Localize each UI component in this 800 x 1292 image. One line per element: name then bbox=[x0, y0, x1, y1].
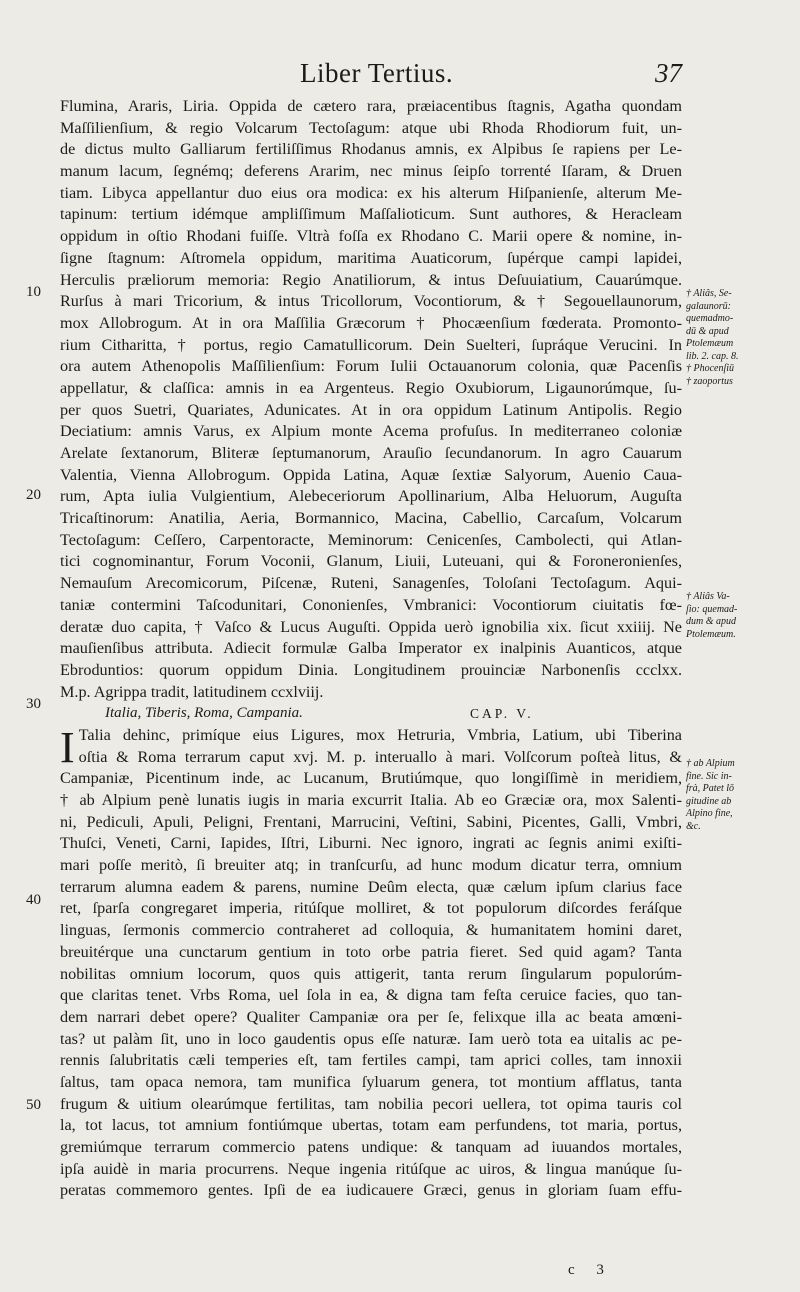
text-line: deratæ duo capita, † Vaſco & Lucus Auguſti. Oppida uerò ignobilia xix. ſicut xxiiij. Ne bbox=[60, 617, 682, 636]
text-line: rium Citharitta, † portus, regio Camatullicorum. Dein Suelteri, ſupráque Verucini. In bbox=[60, 335, 682, 354]
text-line: Flumina, Araris, Liria. Oppida de cætero rara, præiacentibus ſtagnis, Agatha quondam bbox=[60, 97, 682, 115]
text-line: Ebroduntios: quorum oppidum Dinia. Longitudinem prouinciæ Narbonenſis ccclxx. bbox=[60, 660, 682, 679]
text-line: mari poſſe meritò, ſi breuiter atq; in tranſcurſu, ad hunc modum dicatur terra, omnium bbox=[60, 856, 682, 875]
chapter-topic: Italia, Tiberis, Roma, Campania. bbox=[105, 705, 303, 722]
line-number-column bbox=[26, 0, 56, 1292]
marginal-note bbox=[686, 288, 792, 388]
text-line: tiam. Libyca appellantur duo eius ora modica: ex his alterum Hiſpanienſe, alterum Me- bbox=[60, 183, 682, 202]
text-line: ſigne ſtagnum: Aſtromela oppidum, maritima Auaticorum, ſupérque campi lapidei, bbox=[60, 248, 682, 267]
signature-mark: c 3 bbox=[568, 1262, 613, 1278]
text-line: dem narrari debet opere? Qualiter Campaniæ ora per ſe, felixque illa ac beata amœni- bbox=[60, 1007, 682, 1026]
marginal-note-line: Ptolemæum bbox=[686, 338, 734, 349]
text-line: ſaltus, tam opaca nemora, tam munifica ſyluarum genera, tot montium afflatus, tanta bbox=[60, 1072, 682, 1091]
text-line: per quos Suetri, Quariates, Adunicates. At in ora oppidum Latinum Antipolis. Regio bbox=[60, 400, 682, 419]
text-line: oſtia & Roma terrarum caput xvj. M. p. interuallo à mari. Volſcorum poſteà litus, & bbox=[78, 747, 682, 766]
marginal-note-line: quemadmo- bbox=[686, 313, 734, 324]
text-line: linguas, ſermonis commercio contraheret ad colloquia, & humanitatem homini daret, bbox=[60, 921, 682, 940]
chapter-number: CAP. V. bbox=[470, 706, 534, 722]
marginal-note-line: † zaoportus bbox=[686, 375, 733, 387]
text-line: terrarum alumna eadem & parens, numine Deûm electa, quæ cælum ipſum clarius face bbox=[60, 877, 682, 896]
text-line: tas? ut palàm ſit, uno in loco gaudentis opus eſſe naturæ. Iam uerò tota ea uitalis ac pe- bbox=[60, 1029, 682, 1048]
text-line: tapinum: tertium idémque ampliſſimum Maſſalioticum. Sunt authores, & Heracleam bbox=[60, 205, 682, 224]
line-number: 30 bbox=[26, 696, 41, 712]
line-number: 10 bbox=[26, 284, 41, 300]
text-line: M.p. Agrippa tradit, latitudinem ccxlviij. bbox=[60, 682, 324, 701]
text-line: ipſa auidè in maria procurrens. Neque ingenia ritúſque ac uiros, & lingua manúque ſu- bbox=[60, 1159, 682, 1178]
text-line: gremiúmque terrarum commercio patens undique: & tanquam ad iuuandos mortales, bbox=[60, 1138, 682, 1156]
marginal-note-line: frà, Patet lō bbox=[686, 783, 735, 794]
text-line: peratas commemoro gentes. Ipſi de ea iudicauere Græci, genus in gloriam ſuam effu- bbox=[60, 1181, 682, 1200]
text-line: tici cognominantur, Forum Voconii, Glanum, Liuii, Luteuani, qui & Foroneronienſes, bbox=[60, 552, 682, 571]
text-before-chapter bbox=[60, 96, 682, 703]
text-line: rennis ſalubritatis cæli temperies eſt, tam fertiles campi, tam aprici colles, tam innoxii bbox=[60, 1051, 682, 1070]
text-line: de dictus multo Galliarum fertiliſſimus Rhodanus amnis, ex Alpibus ſe rapiens per Le- bbox=[60, 140, 682, 159]
text-line: frugum & uitium olearúmque fertilitas, tam nobilia pecori uellera, tot opima tauris col bbox=[60, 1094, 682, 1113]
marginal-note-line: dū & apud bbox=[686, 325, 729, 337]
text-line: oppidum in oſtio Rhodani fuiſſe. Vltrà foſſa ex Rhodano C. Marii opere & nomine, in- bbox=[60, 227, 682, 246]
marginal-note-line: † Phocenſiū bbox=[686, 363, 735, 374]
page-number: 37 bbox=[655, 58, 682, 88]
marginal-note-line: &c. bbox=[686, 820, 701, 832]
text-line: Campaniæ, Picentinum inde, ac Lucanum, Brutiúmque, quo longiſſimè in meridiem, bbox=[60, 769, 682, 788]
text-line: nobilitas omnium locorum, quos quis attigerit, tanta rerum ſingularum populorúm- bbox=[60, 964, 682, 983]
marginal-note-line: fine. Sic in- bbox=[686, 770, 732, 782]
text-line: Thuſci, Veneti, Carni, Iapides, Iſtri, Liburni. Nec ignoro, ingrati ac ſegnis animi exiſti- bbox=[60, 834, 682, 853]
text-line: breuitérque una cunctarum gentium in toto orbe patria fieret. Sed quid agam? Tanta bbox=[60, 942, 682, 961]
text-line: la, tot lacus, tot amnium fontiúmque ubertas, totam eam perfundens, tot maria, portus, bbox=[60, 1116, 682, 1135]
text-line: Rurſus à mari Tricorium, & intus Tricollorum, Vocontiorum, & † Segouellaunorum, bbox=[60, 292, 682, 311]
text-line: Arelate ſextanorum, Bliteræ ſeptumanorum, Arauſio ſecundanorum. In agro Cauarum bbox=[60, 444, 682, 462]
text-line: Valentia, Vienna Allobrogum. Oppida Latina, Aquæ ſextiæ Salyorum, Auenio Caua- bbox=[60, 465, 682, 484]
line-number: 40 bbox=[26, 892, 41, 908]
text-line: Maſſilienſium, & regio Volcarum Tectoſagum: atque ubi Rhoda Rhodiorum fuit, un- bbox=[60, 118, 682, 137]
text-line: Tectoſagum: Ceſſero, Carpentoracte, Meminorum: Cenicenſes, Cambolecti, qui Atlan- bbox=[60, 530, 682, 549]
text-line: ret, ſparſa congregaret imperia, ritúſque molliret, & tot populorum diſcordes feráſque bbox=[60, 899, 682, 918]
text-line: Nemauſum Arecomicorum, Piſcenæ, Ruteni, Sanagenſes, Toloſani Tectoſagum. Aqui- bbox=[60, 574, 682, 593]
text-line: † ab Alpium penè lunatis iugis in maria excurrit Italia. Ab eo Græciæ ora, mox Salenti- bbox=[60, 791, 682, 809]
marginal-note bbox=[686, 758, 792, 833]
marginal-note-line: lib. 2. cap. 8. bbox=[686, 350, 739, 362]
marginal-note-line: † Aliâs, Se- bbox=[686, 288, 732, 299]
marginal-note-line: gitudine ab bbox=[686, 795, 732, 807]
marginal-note-line: galaunorū: bbox=[686, 300, 731, 312]
text-line: Tricaſtinorum: Anatilia, Aeria, Bormannico, Macina, Cabellio, Carcaſum, Volcarum bbox=[60, 509, 682, 528]
marginal-note-line: † ab Alpium bbox=[686, 758, 735, 769]
running-title: Liber Tertius. bbox=[300, 58, 454, 88]
text-line: taniæ contermini Taſcodunitari, Cononienſes, Vmbranici: Vocontiorum ciuitatis fœ- bbox=[60, 595, 682, 614]
text-line: appellatur, & claſſica: amnis in ea Argenteus. Regio Oxubiorum, Ligaunorúmque, ſu- bbox=[60, 378, 682, 397]
text-line: que claritas tenet. Vrbs Roma, uel ſola in ea, & digna tam feſta ceruice facies, quo tan- bbox=[60, 986, 682, 1005]
text-line: mox Allobrogum. At in ora Maſſilia Græcorum † Phocæenſium fœderata. Promonto- bbox=[60, 313, 682, 332]
text-line: rum, Apta iulia Vulgientium, Alebeceriorum Apollinarium, Alba Heluorum, Auguſta bbox=[60, 487, 682, 506]
line-number: 20 bbox=[26, 487, 41, 503]
drop-cap: I bbox=[60, 722, 75, 772]
marginal-note-line: ſio: quemad- bbox=[686, 603, 738, 615]
text-line: ni, Pediculi, Apuli, Peligni, Frentani, Marrucini, Veſtini, Sabini, Picentes, Galli, Vmbri, bbox=[60, 812, 682, 831]
text-line: mauſienſibus attributa. Adiecit formulæ Galba Imperator ex inalpinis Auanticos, atque bbox=[60, 639, 682, 658]
text-line: manum lacum, ſegnémq; deferens Ararim, nec minus ſeipſo torrenté Iſaram, & Druen bbox=[60, 162, 682, 181]
text-line: ora autem Athenopolis Maſſilienſium: Forum Iulii Octauanorum colonia, quæ Pacenſis bbox=[60, 357, 682, 376]
marginal-note-line: Alpino fine, bbox=[686, 808, 733, 819]
marginal-note-line: † Aliâs Va- bbox=[686, 591, 730, 602]
marginal-note-line: Ptolemæum. bbox=[686, 628, 736, 640]
marginal-notes bbox=[686, 0, 798, 1292]
chapter-heading bbox=[60, 703, 682, 725]
text-line: Talia dehinc, primíque eius Ligures, mox Hetruria, Vmbria, Latium, ubi Tiberina bbox=[78, 725, 682, 744]
marginal-note bbox=[686, 591, 792, 641]
marginal-note-line: dum & apud bbox=[686, 616, 736, 627]
text-line: Herculis præliorum memoria: Regio Anatiliorum, & intus Deſuuiatium, Cauarúmque. bbox=[60, 270, 682, 289]
line-number: 50 bbox=[26, 1097, 41, 1113]
main-text-block bbox=[60, 96, 682, 1202]
text-after-chapter bbox=[60, 722, 682, 1202]
text-line: Deciatium: amnis Varus, ex Alpium monte Acema profuſus. In mediterraneo coloniæ bbox=[60, 422, 682, 441]
